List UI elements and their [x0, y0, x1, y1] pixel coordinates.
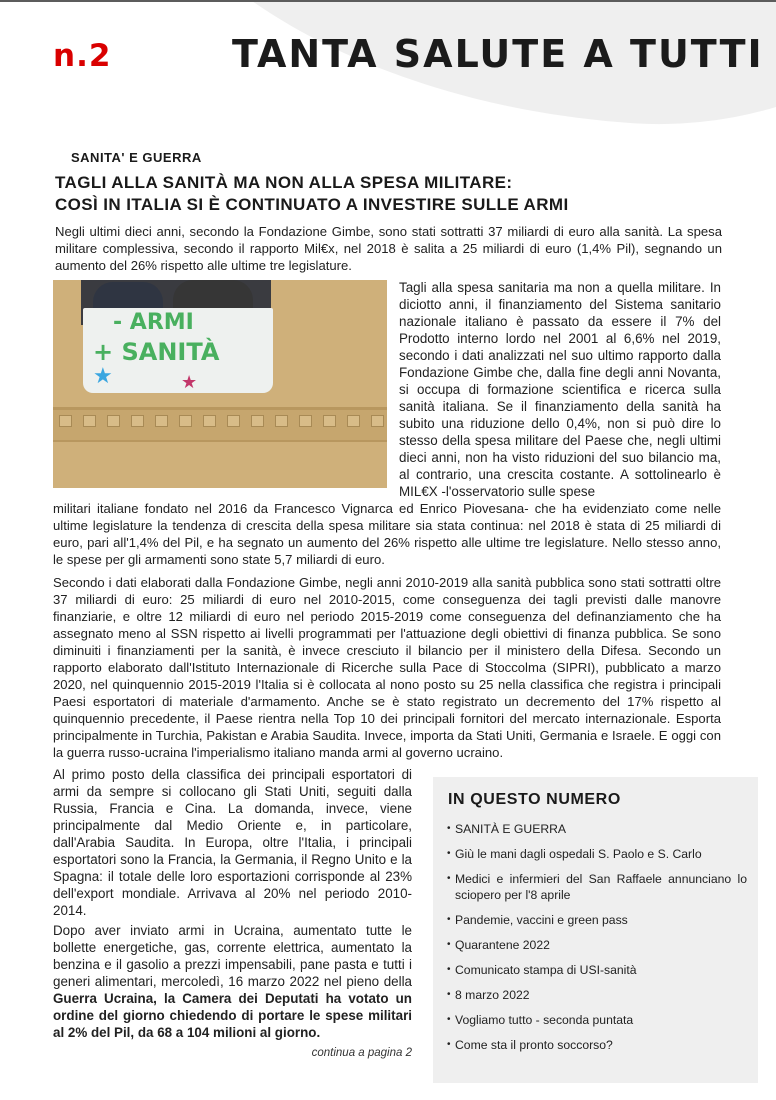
protest-banner	[83, 308, 273, 393]
cornice-block	[59, 415, 72, 427]
banner-text-line-1: - ARMI	[113, 310, 194, 335]
bullet-icon: •	[447, 939, 451, 950]
in-this-issue-box	[433, 777, 758, 1083]
cornice-block	[179, 415, 192, 427]
paragraph-4	[53, 922, 412, 1041]
cornice-block	[227, 415, 240, 427]
article-photo	[53, 280, 387, 488]
paragraph-3: Al primo posto della classifica dei principali esportatori di armi da sempre si collocano gli Stati Uniti, seguiti dalla Russia, Francia e Cina. La domanda, invece, viene principalmente dal Medio Oriente e, in particolare, dall'Arabia Saudita. In Europa, oltre l'Italia, i principali esportatori sono la Francia, la Germania, il Regno Unito e la Spagna: il totale delle loro esportazioni corrisponde al 23% dell'export mondiale. Arrivava al 20% nel periodo 2010-2014.	[53, 767, 412, 918]
article-intro: Negli ultimi dieci anni, secondo la Fondazione Gimbe, sono stati sottratti 37 miliardi di euro alla sanità. La spesa militare complessiva, secondo il rapporto Mil€x, nel 2018 è salita a 25 miliardi di euro (1,4% Pil), segnando un aumento del 26% rispetto alle ultime tre legislature.	[55, 224, 722, 273]
section-kicker: SANITA' E GUERRA	[71, 150, 202, 165]
issue-item[interactable]	[447, 1037, 747, 1053]
cornice-block	[371, 415, 384, 427]
issue-item[interactable]	[447, 912, 747, 928]
blue-star-icon: ★	[93, 364, 113, 389]
cornice-block	[83, 415, 96, 427]
cornice-block	[203, 415, 216, 427]
cornice-block	[107, 415, 120, 427]
issue-item-label: Medici e infermieri del San Raffaele annunciano lo sciopero per l'8 aprile	[455, 872, 747, 902]
issue-item[interactable]	[447, 871, 747, 903]
issue-item[interactable]	[447, 937, 747, 953]
paragraph-beside-photo: Tagli alla spesa sanitaria ma non a quella militare. In diciotto anni, il finanziamento del Sistema sanitario nazionale italiano è passato da essere il 7% del Prodotto interno lordo nel 2001 al 6,6% nel 2019, secondo i dati analizzati nel suo ultimo rapporto dalla Fondazione Gimbe che, dalla fine degli anni Novanta, si occupa di formazione scientifica e ricerca sulla sanità italiana. Se il finanziamento della sanità ha subito una riduzione dello 0,4%, non si può dire lo stesso della spesa militare del Paese che, negli ultimi dieci anni, non ha visto riduzioni del suo bilancio ma, al contrario, una crescita costante. A sottolinearlo è MIL€X -l'osservatorio sulle spese	[399, 280, 721, 499]
bullet-icon: •	[447, 848, 451, 859]
banner-text-line-2: + SANITÀ	[93, 338, 220, 366]
cornice-block	[155, 415, 168, 427]
red-star-icon: ★	[181, 372, 198, 393]
bullet-icon: •	[447, 989, 451, 1000]
cornice-block	[131, 415, 144, 427]
bullet-icon: •	[447, 1039, 451, 1050]
issue-item-label: Pandemie, vaccini e green pass	[455, 913, 628, 927]
paragraph-4-bold-text: Guerra Ucraina, la Camera dei Deputati ha votato un ordine del giorno chiedendo di portare le spese militari al 2% del Pil, da 68 a 104 milioni al giorno.	[53, 991, 412, 1040]
paragraph-2: Secondo i dati elaborati dalla Fondazione Gimbe, negli anni 2010-2019 alla sanità pubblica sono stati sottratti oltre 37 miliardi di euro: 25 miliardi di euro nel 2010-2015, come conseguenza dei tagli previsti dalle manovre finanziarie, e oltre 12 miliardi di euro nel periodo 2015-2019 come conseguenza del definanziamento che ha assegnato meno al SSN rispetto ai livelli programmati per l'attuazione degli obiettivi di finanza pubblica. Se sono diminuiti i finanziamenti per la sanità, è invece cresciuto il bilancio per il ministero della Difesa. Secondo un rapporto elaborato dall'Istituto Internazionale di Ricerche sulla Pace di Stoccolma (SIPRI), pubblicato a marzo 2020, nel quinquennio 2015-2019 l'Italia si è collocata al nono posto su 25 nella classifica che registra i principali Paesi esportatori di materiale d'armamento. Anche se è stato registrato un decremento del 17% rispetto al quinquennio precedente, il Paese rientra nella Top 10 dei principali fornitori del mercato internazionale. Esporta principalmente in Turchia, Pakistan e Arabia Saudita. Invece, importa da Stati Uniti, Germania e Israele. E oggi con la guerra russo-ucraina l'imperialismo italiano manda armi al governo ucraino.	[53, 575, 721, 760]
continued-link[interactable]: continua a pagina 2	[311, 1047, 412, 1059]
issue-number: n.2	[53, 38, 112, 74]
issue-item-label: Vogliamo tutto - seconda puntata	[455, 1013, 634, 1027]
issue-item[interactable]	[447, 1012, 747, 1028]
issue-item-label: Quarantene 2022	[455, 938, 550, 952]
cornice-block	[323, 415, 336, 427]
cornice-block	[251, 415, 264, 427]
cornice-block	[275, 415, 288, 427]
in-this-issue-title: IN QUESTO NUMERO	[448, 791, 621, 808]
issue-item[interactable]	[447, 962, 747, 978]
paragraph-4-text: Dopo aver inviato armi in Ucraina, aumentato tutte le bollette energetiche, gas, corrente elettrica, aumentato la benzina e il gasolio a prezzi impensabili, pane pasta e tutti i generi alimentari, mercoledì, 16 marzo 2022 nel pieno della	[53, 923, 412, 989]
issue-item[interactable]	[447, 846, 747, 862]
issue-item-label: Comunicato stampa di USI-sanità	[455, 963, 637, 977]
bullet-icon: •	[447, 823, 451, 834]
article-headline	[55, 172, 735, 216]
newsletter-title: TANTA SALUTE A TUTTI	[232, 32, 764, 76]
issue-item-label: Come sta il pronto soccorso?	[455, 1038, 613, 1052]
issue-item-label: Giù le mani dagli ospedali S. Paolo e S. Carlo	[455, 847, 702, 861]
building-cornice	[53, 407, 387, 442]
issue-item-label: 8 marzo 2022	[455, 988, 530, 1002]
bullet-icon: •	[447, 914, 451, 925]
issue-item[interactable]	[447, 821, 747, 837]
cornice-block	[347, 415, 360, 427]
bullet-icon: •	[447, 873, 451, 884]
issue-item[interactable]	[447, 987, 747, 1003]
headline-line-2: COSÌ IN ITALIA SI È CONTINUATO A INVESTIRE SULLE ARMI	[55, 195, 569, 214]
bullet-icon: •	[447, 1014, 451, 1025]
bullet-icon: •	[447, 964, 451, 975]
cornice-block	[299, 415, 312, 427]
in-this-issue-list	[447, 821, 747, 1062]
paragraph-after-photo: militari italiane fondato nel 2016 da Francesco Vignarca ed Enrico Piovesana- che ha evidenziato come nelle ultime legislature la tendenza di crescita della spesa militare sia stata continua: nel 2018 è stata di 25 miliardi di euro, pari all'1,4% del Pil, e ha segnato un aumento del 26% rispetto alle ultime tre legislature. Nello stesso anno, le spese per gli armamenti sono state 5,7 miliardi di euro.	[53, 501, 721, 567]
issue-item-label: SANITÀ E GUERRA	[455, 822, 567, 836]
headline-line-1: TAGLI ALLA SANITÀ MA NON ALLA SPESA MILITARE:	[55, 173, 513, 192]
